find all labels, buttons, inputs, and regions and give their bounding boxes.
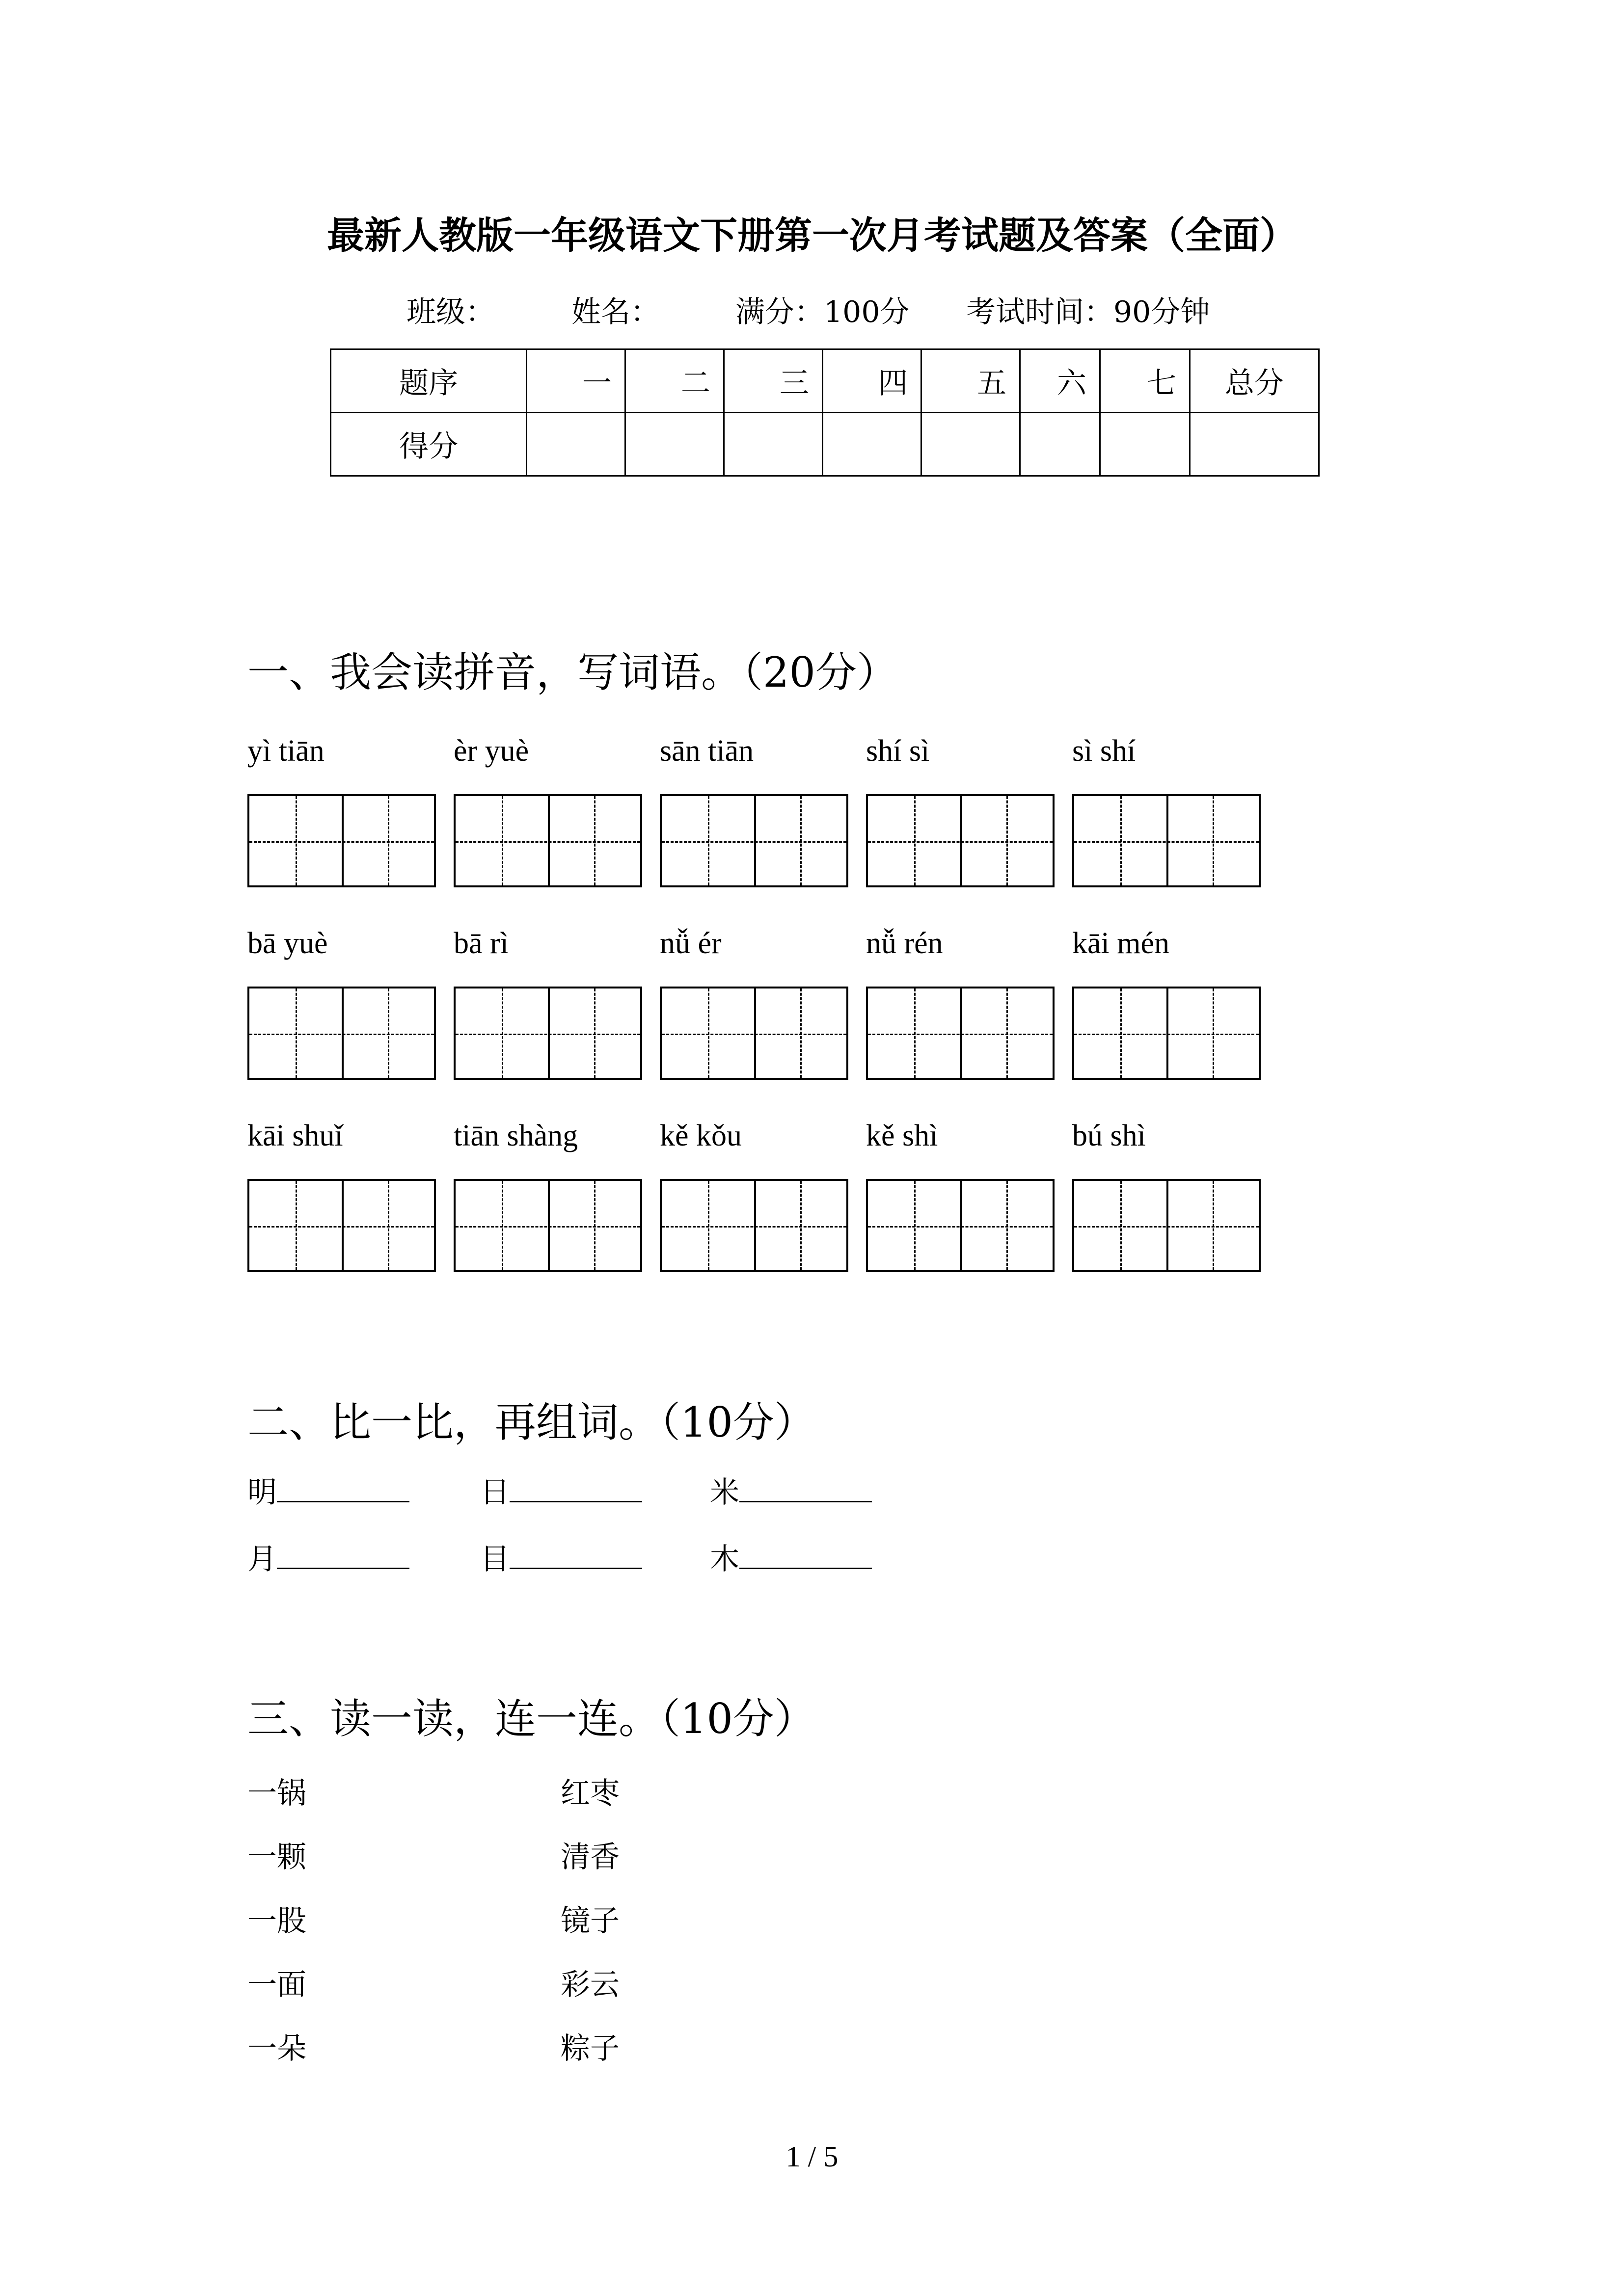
score-table [330, 348, 1320, 477]
score-header-cell: 四 [823, 349, 921, 413]
tian-grid-writing-box[interactable] [247, 1179, 436, 1272]
tian-grid-writing-box[interactable] [1072, 1179, 1261, 1272]
full-score-label: 满分：100分 [735, 295, 910, 329]
answer-blank[interactable] [510, 1539, 642, 1569]
match-left-item[interactable]: 一面 [247, 1968, 306, 2002]
score-header-cell: 题序 [331, 349, 527, 413]
score-input-cell[interactable] [921, 413, 1020, 476]
score-header-cell: 五 [921, 349, 1020, 413]
page-number: 1 / 5 [785, 2140, 839, 2173]
score-input-cell[interactable] [1100, 413, 1190, 476]
pinyin-label: sān tiān [660, 734, 754, 768]
match-right-item[interactable]: 红枣 [561, 1776, 620, 1811]
word-compare-item: 日 [480, 1472, 642, 1512]
tian-grid-writing-box[interactable] [660, 987, 848, 1080]
pinyin-label: nǚ rén [866, 927, 943, 960]
match-right-item[interactable]: 镜子 [561, 1904, 620, 1938]
tian-grid-writing-box[interactable] [1072, 794, 1261, 887]
word-compare-item: 木 [710, 1539, 872, 1579]
pinyin-label: bú shì [1072, 1119, 1146, 1152]
answer-blank[interactable] [277, 1472, 409, 1502]
score-header-cell: 二 [625, 349, 724, 413]
match-left-item[interactable]: 一锅 [247, 1776, 306, 1811]
tian-grid-writing-box[interactable] [247, 794, 436, 887]
answer-blank[interactable] [510, 1472, 642, 1502]
tian-grid-writing-box[interactable] [660, 794, 848, 887]
pinyin-label: tiān shàng [454, 1119, 578, 1152]
match-right-item[interactable]: 粽子 [561, 2031, 620, 2066]
pinyin-label: bā rì [454, 927, 509, 960]
pinyin-label: yì tiān [247, 734, 325, 768]
match-left-item[interactable]: 一颗 [247, 1840, 306, 1874]
match-left-item[interactable]: 一朵 [247, 2031, 306, 2066]
match-left-item[interactable]: 一股 [247, 1904, 306, 1938]
class-label: 班级： [406, 295, 495, 329]
section3-heading: 三、读一读，连一连。（10分） [247, 1695, 815, 1743]
pinyin-label: kāi shuǐ [247, 1119, 343, 1152]
tian-grid-writing-box[interactable] [454, 794, 642, 887]
tian-grid-writing-box[interactable] [866, 1179, 1055, 1272]
score-table-score-row [331, 413, 1319, 476]
score-header-cell: 七 [1100, 349, 1190, 413]
match-right-item[interactable]: 清香 [561, 1840, 620, 1874]
pinyin-label: shí sì [866, 734, 930, 768]
answer-blank[interactable] [739, 1539, 872, 1569]
score-header-cell: 一 [527, 349, 625, 413]
word-compare-item: 米 [710, 1472, 872, 1512]
pinyin-label: kāi mén [1072, 927, 1169, 960]
score-input-cell[interactable] [724, 413, 823, 476]
tian-grid-writing-box[interactable] [454, 987, 642, 1080]
page-title: 最新人教版一年级语文下册第一次月考试题及答案（全面） [327, 214, 1297, 257]
section1-heading: 一、我会读拼音，写词语。（20分） [247, 648, 898, 696]
score-table-header-row [331, 349, 1319, 413]
word-compare-item: 月 [247, 1539, 409, 1579]
pinyin-label: sì shí [1072, 734, 1136, 768]
section2-heading: 二、比一比，再组词。（10分） [247, 1398, 815, 1446]
pinyin-label: bā yuè [247, 927, 328, 960]
score-header-cell: 六 [1020, 349, 1100, 413]
pinyin-label: nǚ ér [660, 927, 722, 960]
score-header-cell: 总分 [1190, 349, 1319, 413]
score-input-cell[interactable] [823, 413, 921, 476]
tian-grid-writing-box[interactable] [454, 1179, 642, 1272]
score-input-cell[interactable] [1020, 413, 1100, 476]
name-label: 姓名： [571, 295, 660, 329]
word-compare-item: 目 [480, 1539, 642, 1579]
score-input-cell[interactable] [625, 413, 724, 476]
score-row-label: 得分 [331, 413, 527, 476]
score-header-cell: 三 [724, 349, 823, 413]
answer-blank[interactable] [277, 1539, 409, 1569]
tian-grid-writing-box[interactable] [1072, 987, 1261, 1080]
match-right-item[interactable]: 彩云 [561, 1968, 620, 2002]
tian-grid-writing-box[interactable] [866, 987, 1055, 1080]
score-input-cell[interactable] [1190, 413, 1319, 476]
tian-grid-writing-box[interactable] [866, 794, 1055, 887]
exam-time-label: 考试时间：90分钟 [966, 295, 1210, 329]
word-compare-item: 明 [247, 1472, 409, 1512]
pinyin-label: kě kǒu [660, 1119, 742, 1152]
answer-blank[interactable] [739, 1472, 872, 1502]
tian-grid-writing-box[interactable] [660, 1179, 848, 1272]
score-input-cell[interactable] [527, 413, 625, 476]
pinyin-label: kě shì [866, 1119, 938, 1152]
tian-grid-writing-box[interactable] [247, 987, 436, 1080]
pinyin-label: èr yuè [454, 734, 529, 768]
